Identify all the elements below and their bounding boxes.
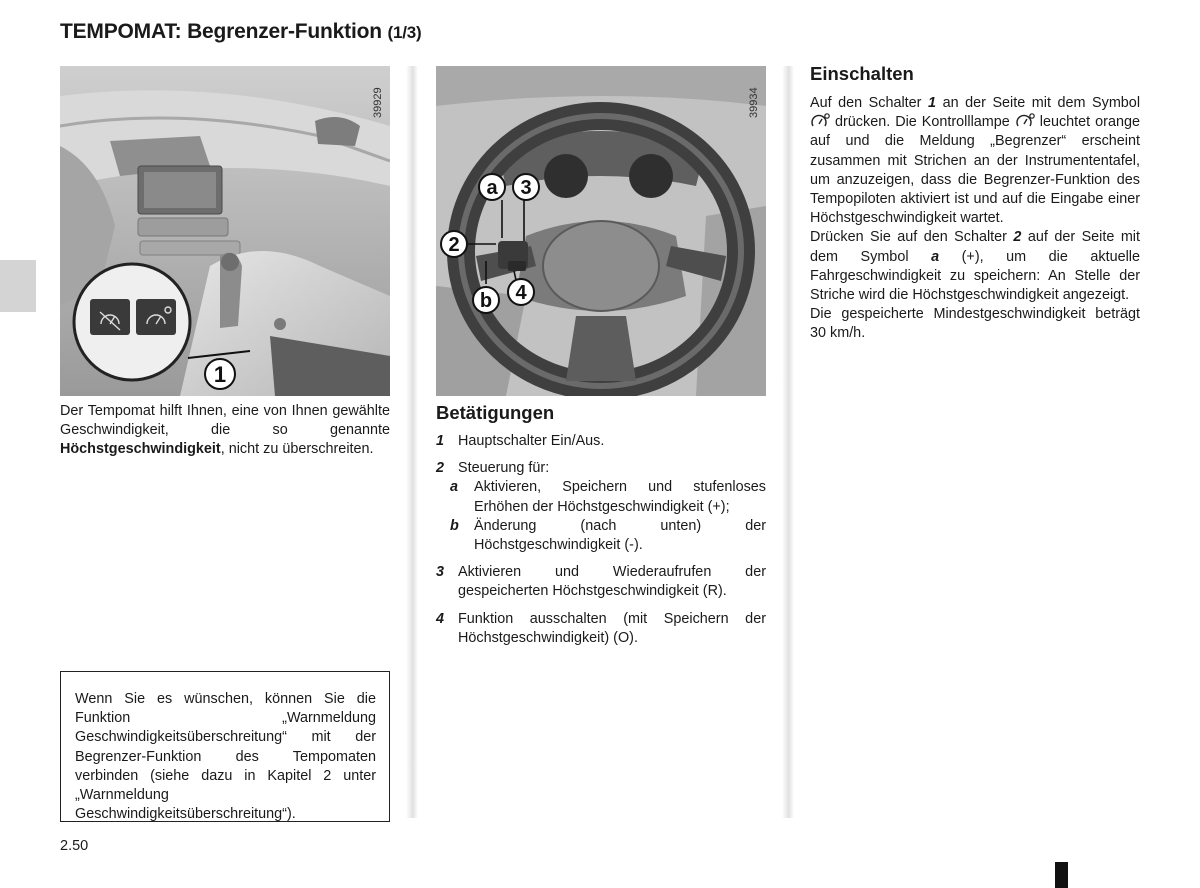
dashboard-illustration	[60, 66, 390, 396]
chapter-tab	[0, 260, 36, 312]
intro-text-end: , nicht zu überschreiten.	[220, 441, 374, 458]
list-item	[436, 563, 766, 601]
callout-a: a	[486, 177, 498, 199]
list-item	[436, 610, 766, 648]
note-text: Wenn Sie es wünschen, können Sie die Funktion „Warnmeldung Geschwindigkeitsüberschreitung“ mit der Begrenzer-Funktion des Tempomaten verbinden (siehe dazu in Kapitel 2 unter „Warnmeldung Geschwindigkeitsüberschreitung“).	[75, 691, 376, 823]
section-heading-activation: Einschalten	[810, 63, 914, 84]
sub-list-item	[450, 478, 766, 516]
item-number: 2	[436, 460, 445, 477]
item-text: Aktivieren und Wiederaufrufen der gespeicherten Höchstgeschwindigkeit (R).	[458, 564, 766, 600]
switch-number: 2	[1013, 229, 1022, 246]
item-letter: b	[450, 517, 459, 534]
item-text: Funktion ausschalten (mit Speichern der Höchstgeschwindigkeit) (O).	[458, 610, 766, 646]
controls-list	[436, 432, 766, 656]
callout-4: 4	[515, 282, 527, 304]
list-item	[436, 459, 766, 478]
speed-limiter-icon	[1015, 113, 1035, 129]
item-number: 1	[436, 433, 445, 449]
page-title	[60, 20, 421, 44]
figure-id-middle: 39934	[748, 87, 760, 118]
item-letter: a	[450, 479, 459, 496]
item-text: Steuerung für:	[458, 460, 550, 477]
steering-wheel-figure	[436, 66, 766, 396]
sub-list-item	[450, 517, 766, 555]
column-divider	[406, 66, 418, 818]
item-text: Aktivieren, Speichern und stufenloses Erhöhen der Höchstgeschwindigkeit (+);	[474, 479, 766, 515]
title-part: (1/3)	[387, 23, 422, 42]
list-item	[436, 432, 766, 451]
text-run: drücken. Die Kontrolllampe	[835, 114, 1010, 131]
activation-paragraph	[810, 94, 1140, 344]
intro-bold-term: Höchstgeschwindigkeit	[60, 441, 221, 458]
section-heading-controls: Betätigungen	[436, 402, 555, 423]
figure-id-left: 39929	[372, 87, 384, 118]
text-run: an der Seite mit dem Symbol	[942, 95, 1141, 111]
text-run: Die gespeicherte Mindestgeschwindigkeit beträgt 30 km/h.	[810, 306, 1140, 342]
text-run: auf der Seite mit dem Symbol	[810, 229, 1141, 265]
callout-b: b	[479, 290, 493, 312]
callout-3: 3	[520, 177, 532, 199]
item-text: Hauptschalter Ein/Aus.	[458, 433, 605, 449]
steering-wheel-illustration	[436, 66, 766, 396]
thumb-index-mark	[1055, 862, 1068, 888]
item-number: 3	[436, 564, 445, 581]
switch-number: 1	[928, 95, 937, 111]
symbol-letter: a	[931, 248, 940, 265]
note-box	[60, 671, 390, 822]
callout-1: 1	[213, 362, 227, 387]
item-text: Änderung (nach unten) der Höchstgeschwindigkeit (-).	[474, 517, 766, 554]
dashboard-figure	[60, 66, 390, 396]
page-number: 2.50	[60, 838, 89, 854]
text-run: Auf den Schalter	[810, 95, 922, 111]
title-text: TEMPOMAT: Begrenzer-Funktion	[60, 20, 382, 43]
item-number: 4	[436, 610, 445, 627]
text-run: leuchtet orange auf und die Meldung „Begrenzer“ erscheint zusammen mit Strichen an der Instrumententafel, um anzuzeigen, dass die Begrenzer-Funktion des Tempopiloten aktiviert ist und auf die Eingabe einer Höchstgeschwindigkeit wartet.	[810, 114, 1140, 227]
intro-paragraph	[60, 402, 390, 460]
speed-limiter-icon	[810, 113, 830, 129]
column-divider	[782, 66, 794, 818]
text-run: Drücken Sie auf den Schalter	[810, 229, 1007, 246]
text-run: (+), um die aktuelle Fahrgeschwindigkeit zu speichern: An Stelle der Striche wird die Höchstgeschwindigkeit angezeigt.	[810, 248, 1141, 304]
callout-2: 2	[448, 234, 460, 256]
intro-text: Der Tempomat hilft Ihnen, eine von Ihnen gewählte Geschwindigkeit, die so genannte	[60, 403, 390, 439]
